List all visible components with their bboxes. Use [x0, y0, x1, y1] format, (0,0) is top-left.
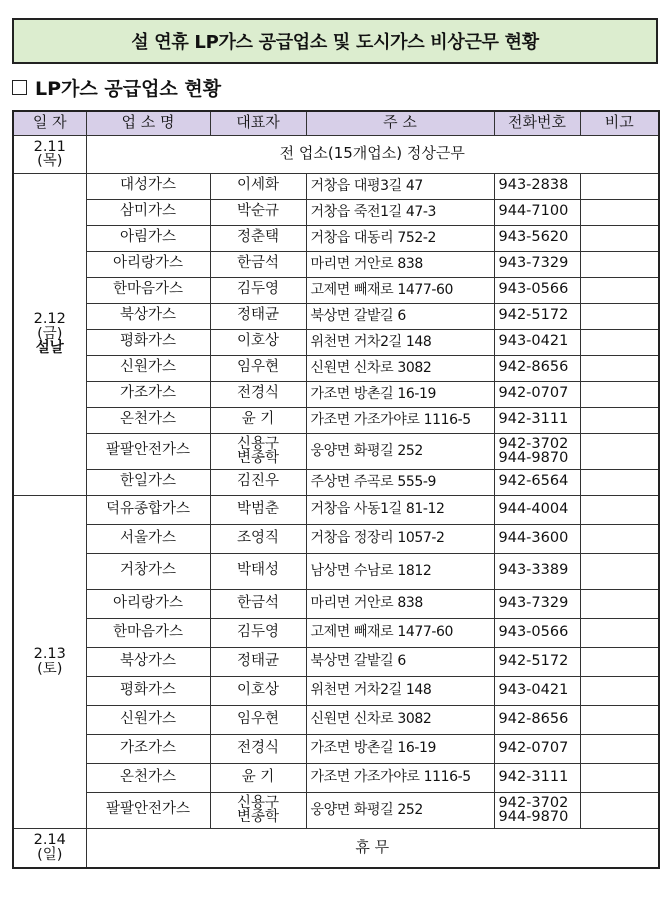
- representative-cell: [210, 199, 306, 225]
- representative-cell: [210, 589, 306, 618]
- representative-cell: [210, 407, 306, 433]
- date-day3: 2.13: [33, 646, 66, 662]
- header-addr: 주 소: [306, 111, 494, 135]
- note-cell: [580, 734, 659, 763]
- supplier-name: 평화가스: [86, 329, 210, 355]
- phone-number: 942-3111: [498, 411, 569, 428]
- representative-cell: [210, 705, 306, 734]
- note-cell: [580, 277, 659, 303]
- representative: 신용구: [236, 435, 280, 452]
- representative-cell: [210, 303, 306, 329]
- supplier-name: 대성가스: [86, 173, 210, 199]
- representative: 정춘택: [236, 229, 280, 246]
- holiday-label: 설날: [35, 340, 64, 357]
- note-cell: [580, 199, 659, 225]
- table-row: [13, 407, 659, 433]
- phone-cell: [494, 763, 580, 792]
- address: 거창읍 죽전1길 47-3: [306, 199, 494, 225]
- date-cell-day3: [13, 495, 86, 828]
- dow-day2: (금): [37, 325, 63, 342]
- address: 거창읍 대동리 752-2: [306, 225, 494, 251]
- representative: 임우현: [236, 359, 280, 376]
- checkbox-square-icon: [12, 80, 27, 95]
- section-heading: [12, 72, 221, 102]
- note-cell: [580, 303, 659, 329]
- dow-day3: (토): [37, 660, 63, 677]
- table-row: [13, 225, 659, 251]
- table-row: [13, 173, 659, 199]
- supplier-name: 서울가스: [86, 524, 210, 553]
- representative: 박순규: [236, 203, 280, 220]
- phone-cell: [494, 329, 580, 355]
- supplier-name: 거창가스: [86, 553, 210, 589]
- supplier-name: 한마음가스: [86, 618, 210, 647]
- representative-cell: [210, 647, 306, 676]
- phone-cell: [494, 647, 580, 676]
- phone-number: 943-5620: [498, 229, 569, 246]
- note-cell: [580, 329, 659, 355]
- table-row: [13, 676, 659, 705]
- table-row: [13, 618, 659, 647]
- phone-cell: [494, 355, 580, 381]
- address: 가조면 가조가야로 1116-5: [306, 763, 494, 792]
- phone-number: 942-0707: [498, 385, 569, 402]
- date-day1: 2.11: [33, 138, 66, 155]
- address: 북상면 갈밭길 6: [306, 647, 494, 676]
- header-tel: 전화번호: [494, 111, 580, 135]
- supplier-name: 온천가스: [86, 407, 210, 433]
- representative: 이세화: [236, 177, 280, 194]
- phone-cell: [494, 469, 580, 495]
- supplier-name: 한일가스: [86, 469, 210, 495]
- representative: 한금석: [236, 255, 280, 272]
- table-row: [13, 734, 659, 763]
- day1-status: 전 업소(15개업소) 정상근무: [86, 135, 659, 173]
- address: 북상면 갈밭길 6: [306, 303, 494, 329]
- phone-cell: [494, 705, 580, 734]
- table-row: [13, 589, 659, 618]
- representative: 윤 기: [241, 768, 275, 785]
- supplier-name: 아리랑가스: [86, 251, 210, 277]
- date-cell-day4: [13, 828, 86, 868]
- phone-number: 943-7329: [498, 255, 569, 272]
- representative-cell: [210, 618, 306, 647]
- phone-cell: [494, 734, 580, 763]
- note-cell: [580, 676, 659, 705]
- representative: 이호상: [236, 333, 280, 350]
- note-cell: [580, 705, 659, 734]
- address: 남상면 수남로 1812: [306, 553, 494, 589]
- supplier-name: 삼미가스: [86, 199, 210, 225]
- representative: 신용구: [236, 794, 280, 811]
- representative: 전경식: [236, 385, 280, 402]
- address: 가조면 방촌길 16-19: [306, 734, 494, 763]
- table-row: [13, 251, 659, 277]
- note-cell: [580, 433, 659, 469]
- phone-number: 942-5172: [498, 652, 569, 669]
- phone-number: 943-2838: [498, 177, 569, 194]
- phone-cell: [494, 277, 580, 303]
- phone-cell: [494, 225, 580, 251]
- address: 위천면 거차2길 148: [306, 676, 494, 705]
- supplier-name: 팔팔안전가스: [86, 433, 210, 469]
- representative-cell: [210, 524, 306, 553]
- phone-number: 942-6564: [498, 473, 569, 490]
- note-cell: [580, 355, 659, 381]
- representative-cell: [210, 381, 306, 407]
- supplier-name: 북상가스: [86, 303, 210, 329]
- dow-day4: (일): [37, 846, 63, 863]
- address: 위천면 거차2길 148: [306, 329, 494, 355]
- supplier-name: 신원가스: [86, 705, 210, 734]
- phone-cell: [494, 618, 580, 647]
- supplier-name: 북상가스: [86, 647, 210, 676]
- table-row: [13, 355, 659, 381]
- phone-cell: [494, 407, 580, 433]
- table-row-day1: [13, 135, 659, 173]
- representative-cell: [210, 495, 306, 524]
- phone-cell: [494, 495, 580, 524]
- table-row: [13, 495, 659, 524]
- note-cell: [580, 251, 659, 277]
- table-row: [13, 303, 659, 329]
- table-row: [13, 381, 659, 407]
- representative: 전경식: [236, 739, 280, 756]
- table-row: [13, 469, 659, 495]
- note-cell: [580, 553, 659, 589]
- phone-number: 942-3111: [498, 768, 569, 785]
- representative-cell: [210, 329, 306, 355]
- note-cell: [580, 647, 659, 676]
- representative-cell: [210, 553, 306, 589]
- note-cell: [580, 792, 659, 828]
- address: 거창읍 사동1길 81-12: [306, 495, 494, 524]
- supplier-name: 아리랑가스: [86, 589, 210, 618]
- note-cell: [580, 524, 659, 553]
- phone-cell: [494, 524, 580, 553]
- note-cell: [580, 495, 659, 524]
- representative: 박범춘: [236, 500, 280, 517]
- representative-cell: [210, 734, 306, 763]
- note-cell: [580, 469, 659, 495]
- phone-cell: [494, 553, 580, 589]
- address: 주상면 주곡로 555-9: [306, 469, 494, 495]
- representative: 김두영: [236, 623, 280, 640]
- note-cell: [580, 407, 659, 433]
- representative-cell: [210, 792, 306, 828]
- address: 거창읍 대평3길 47: [306, 173, 494, 199]
- representative: 정태균: [236, 307, 280, 324]
- table-row: [13, 763, 659, 792]
- table-header-row: [13, 111, 659, 135]
- supplier-name: 가조가스: [86, 734, 210, 763]
- representative-cell: [210, 469, 306, 495]
- phone-number: 943-0566: [498, 623, 569, 640]
- representative: 정태균: [236, 652, 280, 669]
- address: 고제면 빼재로 1477-60: [306, 618, 494, 647]
- section-heading-text: LP가스 공급업소 현황: [35, 77, 222, 100]
- table-row: [13, 647, 659, 676]
- header-note: 비고: [580, 111, 659, 135]
- table-row: [13, 705, 659, 734]
- phone-number: 942-3702: [498, 794, 569, 811]
- note-cell: [580, 225, 659, 251]
- phone-number: 943-3389: [498, 562, 569, 579]
- phone-number: 942-8656: [498, 710, 569, 727]
- phone-cell: [494, 303, 580, 329]
- representative-2: 변종학: [236, 809, 280, 825]
- phone-cell: [494, 676, 580, 705]
- date-cell-day2: [13, 173, 86, 495]
- header-name: 업 소 명: [86, 111, 210, 135]
- representative-cell: [210, 225, 306, 251]
- representative: 윤 기: [241, 411, 275, 428]
- date-day2: 2.12: [33, 311, 66, 328]
- representative-cell: [210, 676, 306, 705]
- phone-number: 942-0707: [498, 739, 569, 756]
- note-cell: [580, 763, 659, 792]
- representative: 김진우: [236, 473, 280, 490]
- representative-cell: [210, 173, 306, 199]
- address: 가조면 가조가야로 1116-5: [306, 407, 494, 433]
- phone-cell: [494, 381, 580, 407]
- phone-number-2: 944-9870: [498, 809, 569, 825]
- phone-cell: [494, 199, 580, 225]
- address: 신원면 신차로 3082: [306, 355, 494, 381]
- supplier-name: 온천가스: [86, 763, 210, 792]
- table-row: [13, 433, 659, 469]
- day4-status: 휴 무: [86, 828, 659, 868]
- note-cell: [580, 618, 659, 647]
- date-day4: 2.14: [33, 832, 66, 849]
- address: 거창읍 정장리 1057-2: [306, 524, 494, 553]
- table-row: [13, 199, 659, 225]
- table-row-day4: [13, 828, 659, 868]
- representative-cell: [210, 251, 306, 277]
- supplier-name: 평화가스: [86, 676, 210, 705]
- header-rep: 대표자: [210, 111, 306, 135]
- supplier-name: 가조가스: [86, 381, 210, 407]
- phone-number: 942-5172: [498, 307, 569, 324]
- representative-cell: [210, 433, 306, 469]
- table-row: [13, 524, 659, 553]
- representative: 한금석: [236, 594, 280, 611]
- table-row: [13, 277, 659, 303]
- representative: 김두영: [236, 281, 280, 298]
- phone-number: 943-0566: [498, 281, 569, 298]
- phone-cell: [494, 433, 580, 469]
- supplier-name: 덕유종합가스: [86, 495, 210, 524]
- supplier-name: 팔팔안전가스: [86, 792, 210, 828]
- note-cell: [580, 173, 659, 199]
- table-row: [13, 329, 659, 355]
- dow-day1: (목): [37, 153, 63, 169]
- phone-cell: [494, 173, 580, 199]
- representative: 박태성: [236, 562, 280, 579]
- representative: 조영직: [236, 529, 280, 546]
- supplier-name: 한마음가스: [86, 277, 210, 303]
- phone-number: 944-3600: [498, 529, 569, 546]
- phone-number: 943-0421: [498, 333, 569, 350]
- phone-number: 944-7100: [498, 203, 569, 220]
- representative-cell: [210, 355, 306, 381]
- table-row: [13, 792, 659, 828]
- document-title-text: 설 연휴 LP가스 공급업소 및 도시가스 비상근무 현황: [131, 32, 539, 53]
- phone-number: 943-7329: [498, 594, 569, 611]
- representative-cell: [210, 277, 306, 303]
- address: 신원면 신차로 3082: [306, 705, 494, 734]
- header-date: 일 자: [13, 111, 86, 135]
- supplier-table: [12, 110, 660, 869]
- table-row: [13, 553, 659, 589]
- address: 웅양면 화평길 252: [306, 792, 494, 828]
- phone-cell: [494, 251, 580, 277]
- phone-cell: [494, 792, 580, 828]
- representative-2: 변종학: [236, 450, 280, 466]
- document-title: [12, 18, 658, 64]
- note-cell: [580, 589, 659, 618]
- phone-number: 942-8656: [498, 359, 569, 376]
- address: 웅양면 화평길 252: [306, 433, 494, 469]
- address: 마리면 거안로 838: [306, 589, 494, 618]
- address: 마리면 거안로 838: [306, 251, 494, 277]
- representative: 임우현: [236, 710, 280, 727]
- phone-number: 942-3702: [498, 435, 569, 452]
- phone-number: 944-4004: [498, 500, 569, 517]
- address: 고제면 빼재로 1477-60: [306, 277, 494, 303]
- date-cell-day1: [13, 135, 86, 173]
- representative-cell: [210, 763, 306, 792]
- note-cell: [580, 381, 659, 407]
- supplier-name: 신원가스: [86, 355, 210, 381]
- supplier-name: 아림가스: [86, 225, 210, 251]
- phone-cell: [494, 589, 580, 618]
- address: 가조면 방촌길 16-19: [306, 381, 494, 407]
- representative: 이호상: [236, 681, 280, 698]
- phone-number-2: 944-9870: [498, 450, 569, 466]
- phone-number: 943-0421: [498, 681, 569, 698]
